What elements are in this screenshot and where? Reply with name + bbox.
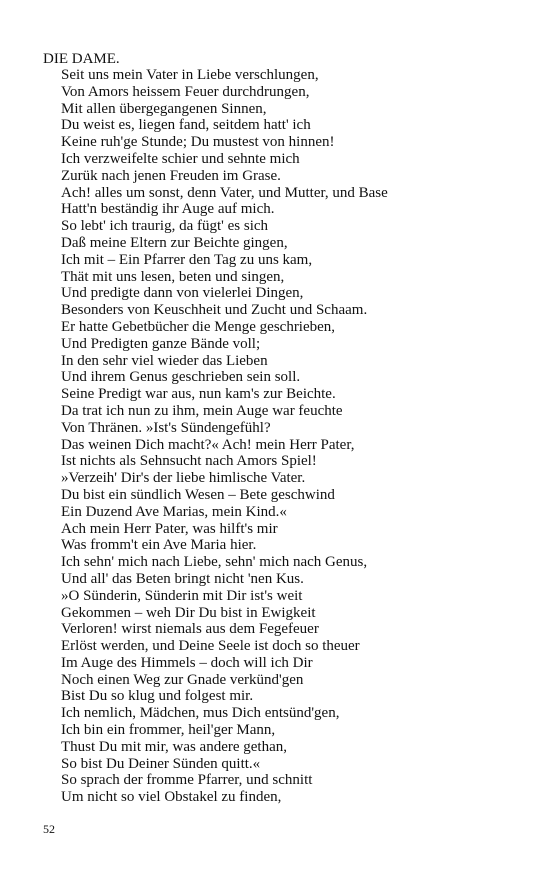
verse-line: Seine Predigt war aus, nun kam's zur Beichte.: [61, 386, 336, 403]
verse-line: Mit allen übergegangenen Sinnen,: [61, 100, 267, 117]
verse-line: Gekommen – weh Dir Du bist in Ewigkeit: [61, 604, 316, 621]
verse-line: Zurük nach jenen Freuden im Grase.: [61, 167, 281, 184]
verse-line: Besonders von Keuschheit und Zucht und Schaam.: [61, 302, 368, 319]
verse-line: Ich sehn' mich nach Liebe, sehn' mich nach Genus,: [61, 554, 368, 571]
verse-line: Ach mein Herr Pater, was hilft's mir: [61, 520, 278, 537]
verse-line: Erlöst werden, und Deine Seele ist doch so theuer: [61, 638, 360, 655]
verse-line: Ich bin ein frommer, heil'ger Mann,: [61, 722, 276, 739]
verse-line: Da trat ich nun zu ihm, mein Auge war feuchte: [61, 402, 343, 419]
verse-line: Seit uns mein Vater in Liebe verschlungen,: [61, 67, 319, 83]
verse-line: »Verzeih' Dir's der liebe himlische Vater.: [61, 470, 306, 487]
verse-line: Ist nichts als Sehnsucht nach Amors Spiel!: [61, 453, 317, 470]
verse-line: Und predigte dann von vielerlei Dingen,: [61, 285, 304, 302]
verse-line: Noch einen Weg zur Gnade verkünd'gen: [61, 671, 304, 688]
verse-line: Ich verzweifelte schier und sehnte mich: [61, 150, 300, 167]
verse-line: Hatt'n beständig ihr Auge auf mich.: [61, 201, 275, 218]
verse-line: Und Predigten ganze Bände voll;: [61, 335, 261, 352]
verse-line: Keine ruh'ge Stunde; Du mustest von hinnen!: [61, 134, 335, 151]
page-number: 52: [43, 822, 55, 836]
verse-line: Du weist es, liegen fand, seitdem hatt' ich: [61, 117, 311, 134]
verse-line: Ich mit – Ein Pfarrer den Tag zu uns kam,: [61, 251, 313, 268]
verse-line: Von Thränen. »Ist's Sündengefühl?: [61, 419, 271, 436]
verse-line: So lebt' ich traurig, da fügt' es sich: [61, 218, 269, 235]
verse-line: Ach! alles um sonst, denn Vater, und Mutter, und Base: [61, 184, 388, 201]
verse-line: Von Amors heissem Feuer durchdrungen,: [61, 83, 310, 100]
verse-line: Ein Duzend Ave Marias, mein Kind.«: [61, 503, 287, 520]
verse-line: Er hatte Gebetbücher die Menge geschrieben,: [61, 318, 336, 335]
poem-verse: [61, 67, 531, 806]
verse-line: So bist Du Deiner Sünden quitt.«: [61, 755, 261, 772]
verse-line: Daß meine Eltern zur Beichte gingen,: [61, 234, 288, 251]
verse-line: Um nicht so viel Obstakel zu finden,: [61, 789, 282, 806]
verse-line: Und all' das Beten bringt nicht 'nen Kus.: [61, 570, 304, 587]
verse-line: Verloren! wirst niemals aus dem Fegefeuer: [61, 621, 319, 638]
verse-line: »O Sünderin, Sünderin mit Dir ist's weit: [61, 587, 303, 604]
verse-line: Bist Du so klug und folgest mir.: [61, 688, 254, 705]
verse-line: Und ihrem Genus geschrieben sein soll.: [61, 369, 301, 386]
verse-line: Thät mit uns lesen, beten und singen,: [61, 268, 285, 285]
verse-line: Das weinen Dich macht?« Ach! mein Herr Pater,: [61, 436, 355, 453]
verse-line: In den sehr viel wieder das Lieben: [61, 352, 268, 369]
verse-line: Ich nemlich, Mädchen, mus Dich entsünd'gen,: [61, 705, 340, 722]
verse-line: Was fromm't ein Ave Maria hier.: [61, 537, 257, 554]
verse-line: Du bist ein sündlich Wesen – Bete geschwind: [61, 486, 335, 503]
speaker-heading: DIE DAME.: [43, 51, 120, 67]
verse-line: Thust Du mit mir, was andere gethan,: [61, 738, 288, 755]
verse-line: Im Auge des Himmels – doch will ich Dir: [61, 654, 313, 671]
verse-line: So sprach der fromme Pfarrer, und schnitt: [61, 772, 313, 789]
